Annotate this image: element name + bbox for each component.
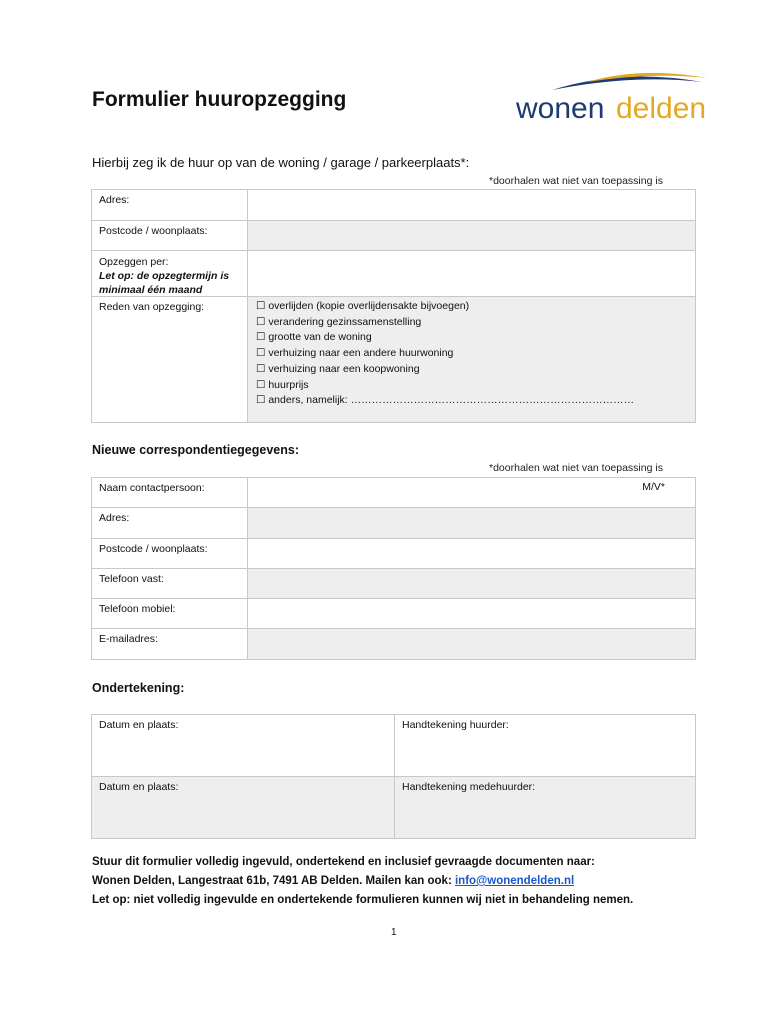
table-row	[92, 508, 695, 539]
reason-label: grootte van de woning	[268, 331, 372, 344]
table-row	[92, 190, 695, 221]
reason-label: verhuizing naar een andere huurwoning	[268, 347, 454, 360]
postcode-label-2: Postcode / woonplaats:	[92, 539, 248, 568]
handtekening-medehuurder-label: Handtekening medehuurder:	[402, 781, 536, 793]
reason-checkbox[interactable]	[256, 362, 687, 378]
checkbox-icon: ☐	[256, 362, 266, 375]
note-doorhalen-2: *doorhalen wat niet van toepassing is	[489, 462, 663, 474]
reason-checkbox[interactable]	[256, 315, 687, 331]
telefoon-vast-label: Telefoon vast:	[92, 569, 248, 598]
reason-label: overlijden (kopie overlijdensakte bijvoegen)	[268, 300, 470, 312]
logo-text-delden: delden	[616, 92, 707, 125]
checkbox-icon: ☐	[256, 315, 266, 328]
huuropzegging-table	[91, 189, 696, 423]
footer-line-3: Let op: niet volledig ingevulde en ondertekende formulieren kunnen wij niet in behandeling nemen.	[92, 894, 634, 906]
footer-instructions	[92, 853, 633, 910]
opzegtermijn-note-2: minimaal één maand	[99, 284, 203, 296]
checkbox-icon: ☐	[256, 394, 266, 407]
footer-line-2	[92, 872, 633, 891]
reason-checkbox[interactable]	[256, 393, 687, 409]
table-row	[92, 297, 695, 422]
table-row	[92, 777, 695, 838]
reason-checkbox[interactable]	[256, 299, 687, 315]
naam-field[interactable]	[248, 478, 695, 507]
reden-options	[248, 297, 695, 422]
table-row	[92, 629, 695, 659]
table-row	[92, 221, 695, 251]
telefoon-vast-field[interactable]	[248, 569, 695, 598]
note-doorhalen: *doorhalen wat niet van toepassing is	[489, 175, 663, 187]
signature-table	[91, 714, 696, 839]
opzegtermijn-note-1: Let op: de opzegtermijn is	[99, 270, 230, 282]
checkbox-icon: ☐	[256, 378, 266, 391]
reason-label: anders, namelijk: ………………………………………………………………………	[268, 394, 635, 407]
table-row	[92, 478, 695, 508]
section-heading-correspondentie: Nieuwe correspondentiegegevens:	[92, 443, 300, 457]
handtekening-medehuurder-field[interactable]	[395, 777, 695, 838]
logo-swoosh	[512, 70, 712, 125]
footer-address: Wonen Delden, Langestraat 61b, 7491 AB Delden. Mailen kan ook:	[92, 875, 455, 887]
email-label: E-mailadres:	[92, 629, 248, 659]
telefoon-mobiel-field[interactable]	[248, 599, 695, 628]
naam-label: Naam contactpersoon:	[92, 478, 248, 507]
table-row	[92, 599, 695, 629]
intro-text: Hierbij zeg ik de huur op van de woning / garage / parkeerplaats*:	[92, 155, 470, 170]
address-label: Adres:	[92, 190, 248, 220]
footer-line-1: Stuur dit formulier volledig ingevuld, ondertekend en inclusief gevraagde documenten naar:	[92, 856, 595, 868]
table-row	[92, 569, 695, 599]
reason-checkbox[interactable]	[256, 330, 687, 346]
opzeggen-date-field[interactable]	[248, 251, 695, 296]
gender-marker: M/V*	[642, 481, 665, 493]
opzeggen-label-cell	[92, 251, 248, 296]
page-number: 1	[391, 927, 397, 938]
reason-label: verhuizing naar een koopwoning	[268, 362, 420, 375]
checkbox-icon: ☐	[256, 331, 266, 344]
datum-plaats-field[interactable]	[92, 715, 395, 776]
postcode-field-2[interactable]	[248, 539, 695, 568]
logo-text-wonen: wonen	[516, 92, 605, 125]
reden-label: Reden van opzegging:	[92, 297, 248, 422]
postcode-field[interactable]	[248, 221, 695, 250]
correspondentie-table	[91, 477, 696, 660]
handtekening-huurder-field[interactable]	[395, 715, 695, 776]
telefoon-mobiel-label: Telefoon mobiel:	[92, 599, 248, 628]
address-field[interactable]	[248, 190, 695, 220]
checkbox-icon: ☐	[256, 347, 266, 360]
reason-label: huurprijs	[268, 378, 309, 391]
adres-label: Adres:	[92, 508, 248, 538]
handtekening-huurder-label: Handtekening huurder:	[402, 719, 509, 731]
page-title: Formulier huuropzegging	[92, 88, 347, 111]
adres-field[interactable]	[248, 508, 695, 538]
postcode-label: Postcode / woonplaats:	[92, 221, 248, 250]
reason-checkbox[interactable]	[256, 346, 687, 362]
table-row	[92, 539, 695, 569]
opzeggen-label: Opzeggen per:	[99, 256, 169, 268]
checkbox-icon: ☐	[256, 300, 266, 312]
email-field[interactable]	[248, 629, 695, 659]
datum-plaats-label: Datum en plaats:	[99, 719, 179, 731]
datum-plaats-field-2[interactable]	[92, 777, 395, 838]
table-row	[92, 715, 695, 777]
reason-label: verandering gezinssamenstelling	[268, 315, 422, 328]
reason-checkbox[interactable]	[256, 378, 687, 394]
wonen-delden-logo	[512, 70, 712, 125]
email-link[interactable]: info@wonendelden.nl	[454, 875, 575, 887]
table-row	[92, 251, 695, 297]
datum-plaats-label-2: Datum en plaats:	[99, 781, 179, 793]
section-heading-ondertekening: Ondertekening:	[92, 681, 185, 695]
